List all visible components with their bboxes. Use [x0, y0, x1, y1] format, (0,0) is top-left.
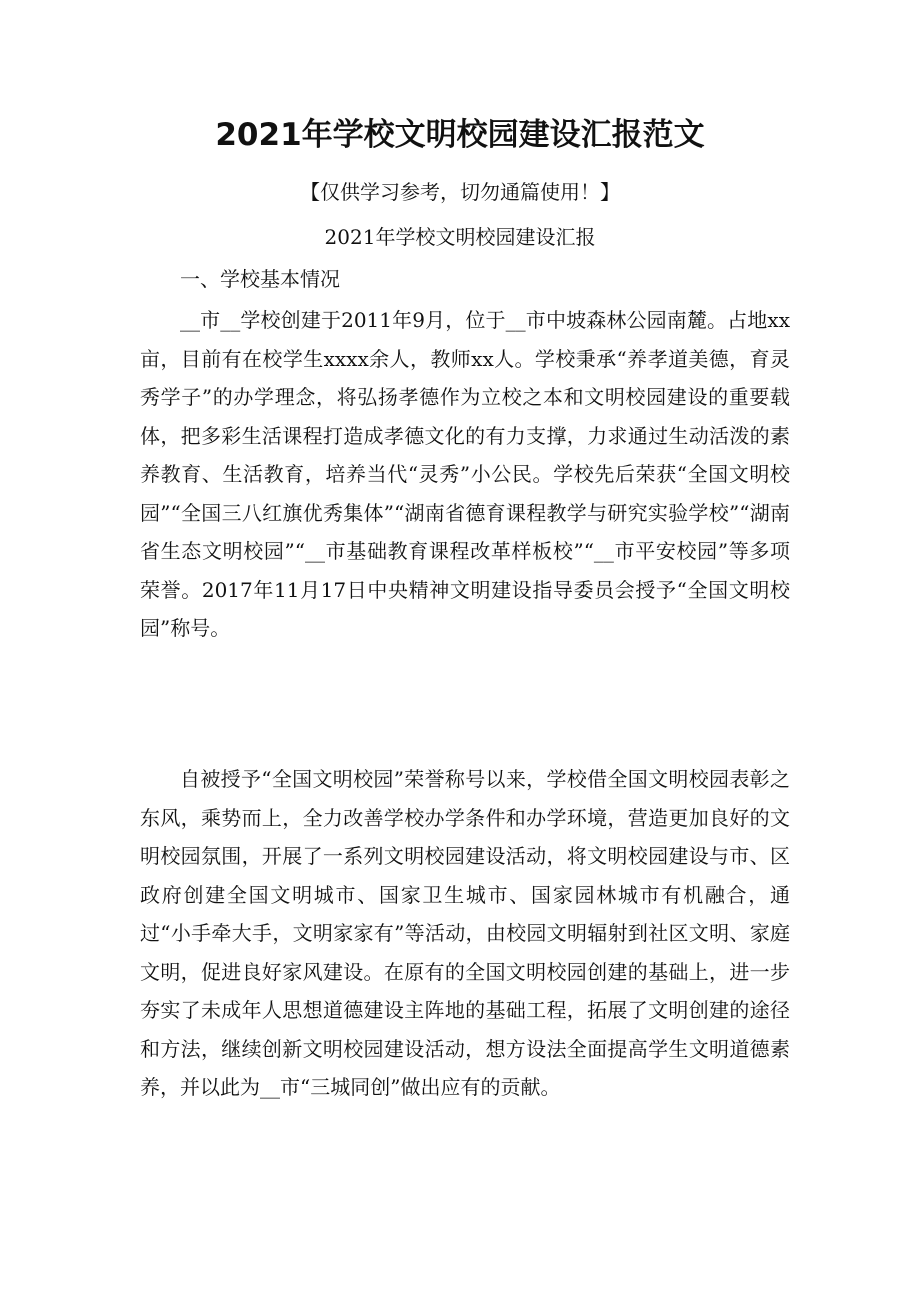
body-paragraph: __市__学校创建于2011年9月，位于__市中坡森林公园南麓。占地xx亩，目前有在校学生xxxx余人，教师xx人。学校秉承“养孝道美德，育灵秀学子”的办学理念，将弘扬孝德作为立校之本和文明校园建设的重要载体，把多彩生活课程打造成孝德文化的有力支撑，力求通过生动活泼的素养教育、生活教育，培养当代“灵秀”小公民。学校先后荣获“全国文明校园”“全国三八红旗优秀集体”“湖南省德育课程教学与研究实验学校”“湖南省生态文明校园”“__市基础教育课程改革样板校”“__市平安校园”等多项荣誉。2017年11月17日中央精神文明建设指导委员会授予“全国文明校园”称号。: [140, 308, 790, 640]
document-subtitle: 2021年学校文明校园建设汇报: [324, 225, 596, 249]
body-paragraph: 自被授予“全国文明校园”荣誉称号以来，学校借全国文明校园表彰之东风，乘势而上，全力改善学校办学条件和办学环境，营造更加良好的文明校园氛围，开展了一系列文明校园建设活动，将文明校园建设与市、区政府创建全国文明城市、国家卫生城市、国家园林城市有机融合，通过“小手牵大手，文明家家有”等活动，由校园文明辐射到社区文明、家庭文明，促进良好家风建设。在原有的全国文明校园创建的基础上，进一步夯实了未成年人思想道德建设主阵地的基础工程，拓展了文明创建的途径和方法，继续创新文明校园建设活动，想方设法全面提高学生文明道德素养，并以此为__市“三城同创”做出应有的贡献。: [140, 767, 790, 1099]
usage-notice: 【仅供学习参考，切勿通篇使用！】: [300, 180, 620, 204]
document-title: 2021年学校文明校园建设汇报范文: [215, 117, 705, 153]
section-heading: 一、学校基本情况: [180, 267, 340, 291]
